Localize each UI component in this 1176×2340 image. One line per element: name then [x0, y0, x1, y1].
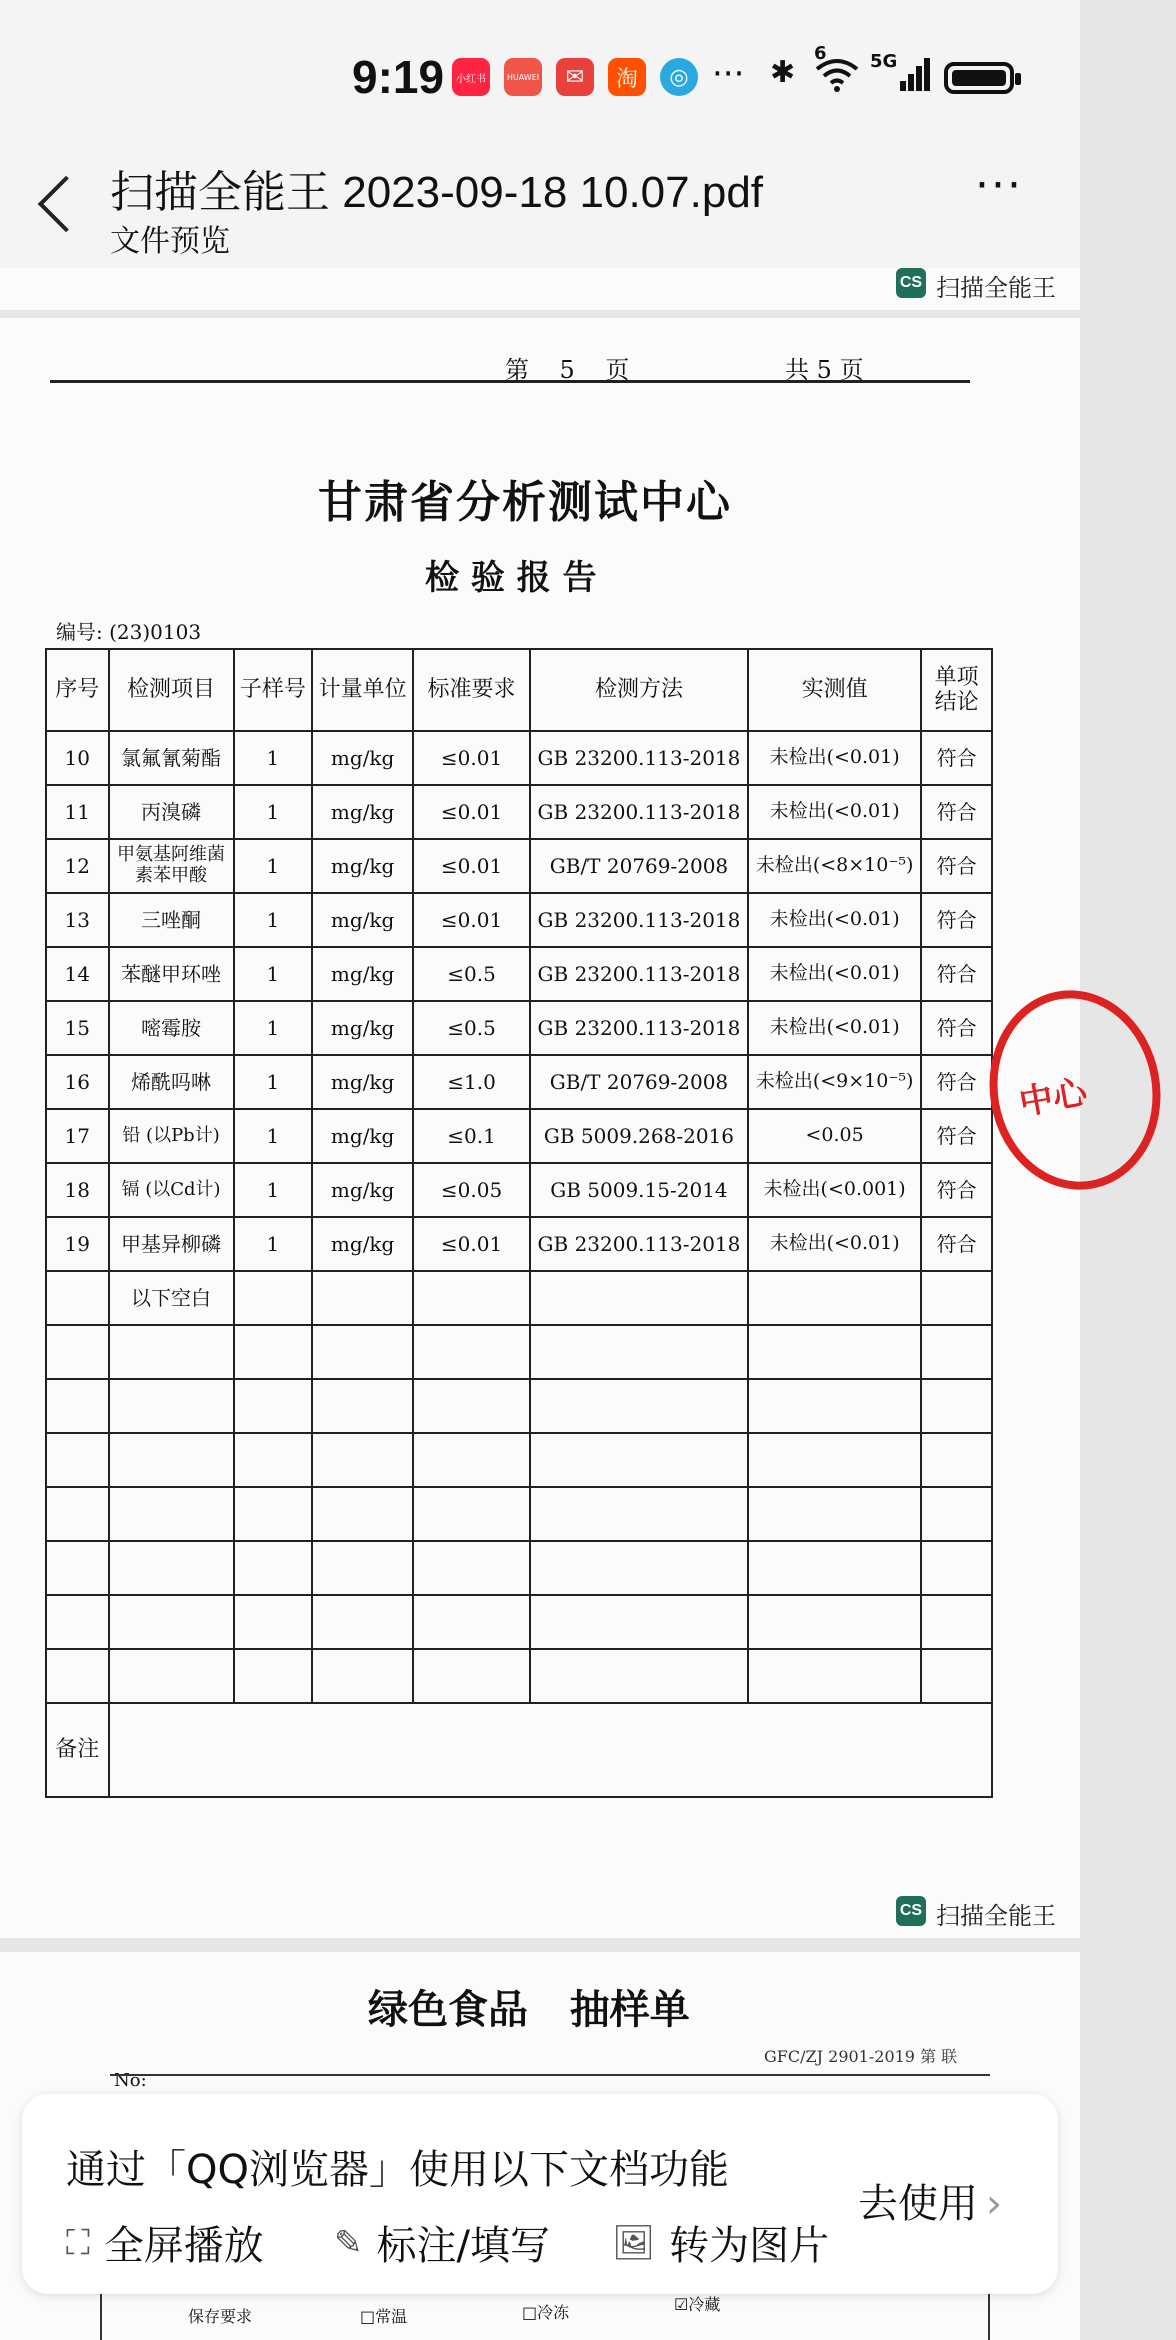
table-cell: ≤0.01	[413, 1217, 530, 1271]
table-row	[46, 1433, 992, 1487]
table-cell: 符合	[921, 893, 992, 947]
header-cell: 单项结论	[921, 649, 992, 731]
table-cell: 15	[46, 1001, 109, 1055]
organization-title: 甘肃省分析测试中心	[318, 477, 732, 528]
page-total-text: 共 5 页	[785, 356, 864, 384]
table-cell: 13	[46, 893, 109, 947]
annotate-icon: ✎	[334, 2222, 363, 2263]
table-cell: 未检出(<0.01)	[748, 893, 921, 947]
fullscreen-label: 全屏播放	[103, 2223, 264, 2269]
table-cell: GB 5009.268-2016	[530, 1109, 748, 1163]
watermark-text: 扫描全能王	[936, 1902, 1056, 1930]
table-cell: ≤0.5	[413, 1001, 530, 1055]
table-cell: 镉 (以Cd计)	[109, 1163, 234, 1217]
page-number-text: 第 5 页	[505, 356, 630, 384]
table-cell: mg/kg	[312, 1055, 413, 1109]
document-title: 扫描全能王 2023-09-18 10.07.pdf	[110, 168, 764, 217]
table-row	[46, 1109, 992, 1163]
more-notifications-icon: ···	[712, 54, 745, 94]
table-cell: GB/T 20769-2008	[530, 839, 748, 893]
taobao-icon: 淘	[608, 58, 646, 96]
table-cell: GB 23200.113-2018	[530, 947, 748, 1001]
image-icon: 🖼	[612, 2222, 656, 2263]
table-row	[46, 785, 992, 839]
to-image-button[interactable]	[612, 2214, 829, 2271]
header-cell: 计量单位	[312, 649, 413, 731]
table-cell: 16	[46, 1055, 109, 1109]
table-cell: 12	[46, 839, 109, 893]
page-0-tail	[0, 268, 1080, 310]
table-row	[46, 947, 992, 1001]
table-cell: 1	[234, 1055, 313, 1109]
go-use-label: 去使用	[858, 2181, 978, 2227]
table-row	[46, 1595, 992, 1649]
table-cell: ≤0.01	[413, 839, 530, 893]
table-row	[46, 893, 992, 947]
table-row	[46, 1001, 992, 1055]
header-cell: 检测方法	[530, 649, 748, 731]
mail-icon: ✉	[556, 58, 594, 96]
table-cell: 17	[46, 1109, 109, 1163]
report-table	[45, 648, 993, 1798]
table-cell: <0.05	[748, 1109, 921, 1163]
table-cell: 符合	[921, 947, 992, 1001]
table-cell: 10	[46, 731, 109, 785]
table-cell: ≤0.1	[413, 1109, 530, 1163]
xiaohongshu-icon: 小红书	[452, 58, 490, 96]
table-cell: ≤0.05	[413, 1163, 530, 1217]
red-seal-stamp: 中心	[974, 977, 1176, 1203]
table-cell: 1	[234, 731, 313, 785]
status-time: 9:19	[352, 51, 445, 103]
table-cell: 符合	[921, 1055, 992, 1109]
table-cell: 三唑酮	[109, 893, 234, 947]
table-row	[46, 839, 992, 893]
table-cell: ≤0.01	[413, 785, 530, 839]
page2-title: 绿色食品 抽样单	[368, 1986, 690, 2033]
table-cell: mg/kg	[312, 1109, 413, 1163]
table-cell: 氯氟氰菊酯	[109, 731, 234, 785]
table-cell: GB 23200.113-2018	[530, 785, 748, 839]
fullscreen-button[interactable]	[66, 2214, 264, 2271]
table-cell: 甲基异柳磷	[109, 1217, 234, 1271]
table-cell: mg/kg	[312, 785, 413, 839]
table-cell: 未检出(<0.01)	[748, 947, 921, 1001]
table-cell: 1	[234, 893, 313, 947]
wifi-icon	[812, 43, 862, 103]
table-row	[46, 1271, 992, 1325]
table-cell: mg/kg	[312, 731, 413, 785]
table-cell: ≤0.5	[413, 947, 530, 1001]
table-cell: 1	[234, 1163, 313, 1217]
table-row	[46, 731, 992, 785]
table-cell: 1	[234, 947, 313, 1001]
huawei-icon: HUAWEI	[504, 58, 542, 96]
table-cell: GB 23200.113-2018	[530, 731, 748, 785]
page2-storage-row	[100, 2288, 990, 2340]
table-cell: mg/kg	[312, 893, 413, 947]
storage-option: ☑冷藏	[674, 2295, 721, 2314]
storage-option: □常温	[360, 2307, 408, 2326]
table-cell: 符合	[921, 785, 992, 839]
table-cell: 18	[46, 1163, 109, 1217]
table-cell: ≤0.01	[413, 893, 530, 947]
table-row	[46, 1325, 992, 1379]
table-cell: 符合	[921, 731, 992, 785]
table-cell: ≤0.01	[413, 731, 530, 785]
table-cell: 苯醚甲环唑	[109, 947, 234, 1001]
table-cell: 1	[234, 1109, 313, 1163]
battery-icon	[944, 62, 1014, 94]
table-row	[46, 1541, 992, 1595]
header-cell: 实测值	[748, 649, 921, 731]
table-cell: 丙溴磷	[109, 785, 234, 839]
blank-note: 以下空白	[109, 1271, 234, 1325]
bluetooth-icon: ✱	[770, 55, 796, 90]
header-cell: 子样号	[234, 649, 313, 731]
table-cell: 符合	[921, 839, 992, 893]
camscanner-logo-icon: CS	[896, 1896, 926, 1926]
table-cell: 1	[234, 839, 313, 893]
app-header	[0, 150, 1080, 268]
table-cell: mg/kg	[312, 947, 413, 1001]
table-header-row	[46, 649, 992, 731]
table-cell: 未检出(<0.01)	[748, 1217, 921, 1271]
table-cell: 符合	[921, 1163, 992, 1217]
document-subtitle: 文件预览	[110, 224, 230, 259]
table-cell: 14	[46, 947, 109, 1001]
table-row	[46, 1163, 992, 1217]
report-title: 检 验 报 告	[425, 558, 597, 598]
table-cell: GB/T 20769-2008	[530, 1055, 748, 1109]
chevron-right-icon: ›	[986, 2181, 1002, 2227]
table-cell: 未检出(<8×10⁻⁵)	[748, 839, 921, 893]
signal-label: 5G	[870, 51, 898, 72]
remark-label: 备注	[46, 1703, 109, 1797]
more-menu-icon[interactable]: ···	[975, 160, 1023, 211]
table-cell: 1	[234, 1001, 313, 1055]
page2-rule	[110, 2074, 990, 2076]
qq-browser-banner[interactable]	[22, 2094, 1058, 2294]
watermark-text: 扫描全能王	[936, 274, 1056, 302]
table-cell: 铅 (以Pb计)	[109, 1109, 234, 1163]
table-cell: 未检出(<0.01)	[748, 1001, 921, 1055]
table-cell: GB 5009.15-2014	[530, 1163, 748, 1217]
table-cell: mg/kg	[312, 839, 413, 893]
table-cell: 1	[234, 785, 313, 839]
table-cell: 未检出(<9×10⁻⁵)	[748, 1055, 921, 1109]
table-cell: 11	[46, 785, 109, 839]
to-image-label: 转为图片	[669, 2223, 830, 2269]
status-bar	[0, 0, 1080, 150]
table-row	[46, 1055, 992, 1109]
header-cell: 检测项目	[109, 649, 234, 731]
back-icon[interactable]	[38, 176, 95, 233]
go-use-button[interactable]	[858, 2172, 1002, 2229]
table-cell: GB 23200.113-2018	[530, 1001, 748, 1055]
table-cell: mg/kg	[312, 1217, 413, 1271]
table-cell: GB 23200.113-2018	[530, 1217, 748, 1271]
header-cell: 序号	[46, 649, 109, 731]
fullscreen-icon: ⛶	[66, 2222, 90, 2263]
table-cell: mg/kg	[312, 1001, 413, 1055]
table-cell: 1	[234, 1217, 313, 1271]
page2-no-label: No:	[114, 2070, 147, 2091]
banner-text: 通过「QQ浏览器」使用以下文档功能	[66, 2147, 729, 2193]
annotate-button[interactable]	[334, 2214, 550, 2271]
annotate-label: 标注/填写	[376, 2223, 550, 2269]
table-cell: 19	[46, 1217, 109, 1271]
table-row	[46, 1487, 992, 1541]
table-cell: mg/kg	[312, 1163, 413, 1217]
table-cell: 未检出(<0.01)	[748, 785, 921, 839]
table-cell: 甲氨基阿维菌素苯甲酸	[109, 839, 234, 893]
camscanner-logo-icon: CS	[896, 268, 926, 298]
table-cell: 符合	[921, 1217, 992, 1271]
storage-option: □冷冻	[522, 2303, 570, 2322]
header-cell: 标准要求	[413, 649, 530, 731]
table-cell: 烯酰吗啉	[109, 1055, 234, 1109]
browser-icon: ◎	[660, 58, 698, 96]
report-number: 编号: (23)0103	[56, 620, 202, 644]
storage-label: 保存要求	[188, 2307, 253, 2326]
table-cell: ≤1.0	[413, 1055, 530, 1109]
table-row	[46, 1649, 992, 1703]
table-row	[46, 1379, 992, 1433]
table-cell: 符合	[921, 1001, 992, 1055]
remark-row	[46, 1703, 992, 1797]
table-cell: GB 23200.113-2018	[530, 893, 748, 947]
table-row	[46, 1217, 992, 1271]
table-cell: 未检出(<0.01)	[748, 731, 921, 785]
signal-icon	[870, 51, 932, 103]
page2-code: GFC/ZJ 2901-2019 第 联	[764, 2047, 958, 2066]
table-cell: 符合	[921, 1109, 992, 1163]
table-cell: 未检出(<0.001)	[748, 1163, 921, 1217]
table-cell: 嘧霉胺	[109, 1001, 234, 1055]
wifi-label: 6	[814, 43, 827, 64]
